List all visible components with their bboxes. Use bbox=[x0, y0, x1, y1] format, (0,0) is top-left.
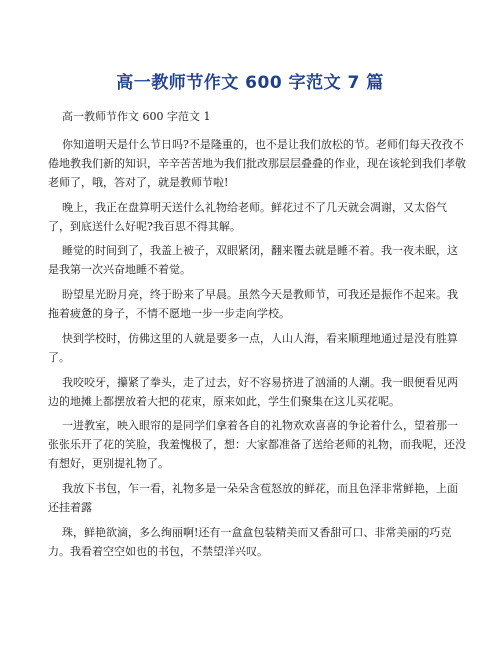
paragraph: 我放下书包，乍一看，礼物多是一朵朵含苞怒放的鲜花，而且色泽非常鲜艳，上面还挂着露 bbox=[48, 482, 458, 514]
paragraph: 盼望星光盼月亮，终于盼来了早晨。虽然今天是教师节，可我还是振作不起来。我拖着疲惫的身子，不情不愿地一步一步走向学校。 bbox=[48, 288, 458, 320]
paragraph: 睡觉的时间到了，我盖上被子，双眼紧闭，翻来覆去就是睡不着。我一夜未眠，这是我第一次兴奋地睡不着觉。 bbox=[48, 244, 458, 276]
paragraph: 你知道明天是什么节日吗?不是隆重的，也不是让我们放松的节。老师们每天孜孜不倦地教我们新的知识，辛辛苦苦地为我们批改那层层叠叠的作业，现在该轮到我们孝敬老师了，哦，答对了，就是教师节啦! bbox=[48, 138, 466, 189]
paragraph: 一进教室，映入眼帘的是同学们拿着各自的礼物欢欢喜喜的争论着什么，望着那一张张乐开了花的笑脸，我羞愧极了，想：大家都准备了送给老师的礼物，而我呢，还没有想好，更别提礼物了。 bbox=[48, 419, 466, 470]
document-title: 高一教师节作文 600 字范文 7 篇 bbox=[116, 73, 384, 93]
paragraph: 我咬咬牙，攥紧了拳头，走了过去，好不容易挤进了汹涌的人潮。我一眼便看见两边的地摊上都摆放着大把的花束，原来如此，学生们聚集在这儿买花呢。 bbox=[48, 376, 458, 408]
paragraph: 快到学校时，仿佛这里的人就是要多一点，人山人海，看来顺理地通过是没有胜算了。 bbox=[48, 332, 458, 364]
paragraph: 晚上，我正在盘算明天送什么礼物给老师。鲜花过不了几天就会凋谢，又太俗气了，到底送什么好呢?我百思不得其解。 bbox=[48, 201, 447, 233]
section-heading: 高一教师节作文 600 字范文 1 bbox=[62, 110, 211, 123]
paragraph: 珠，鲜艳欲滴，多么绚丽啊!还有一盒盒包装精美而又香甜可口、非常美丽的巧克力。我看着空空如也的书包，不禁望洋兴叹。 bbox=[48, 526, 452, 558]
